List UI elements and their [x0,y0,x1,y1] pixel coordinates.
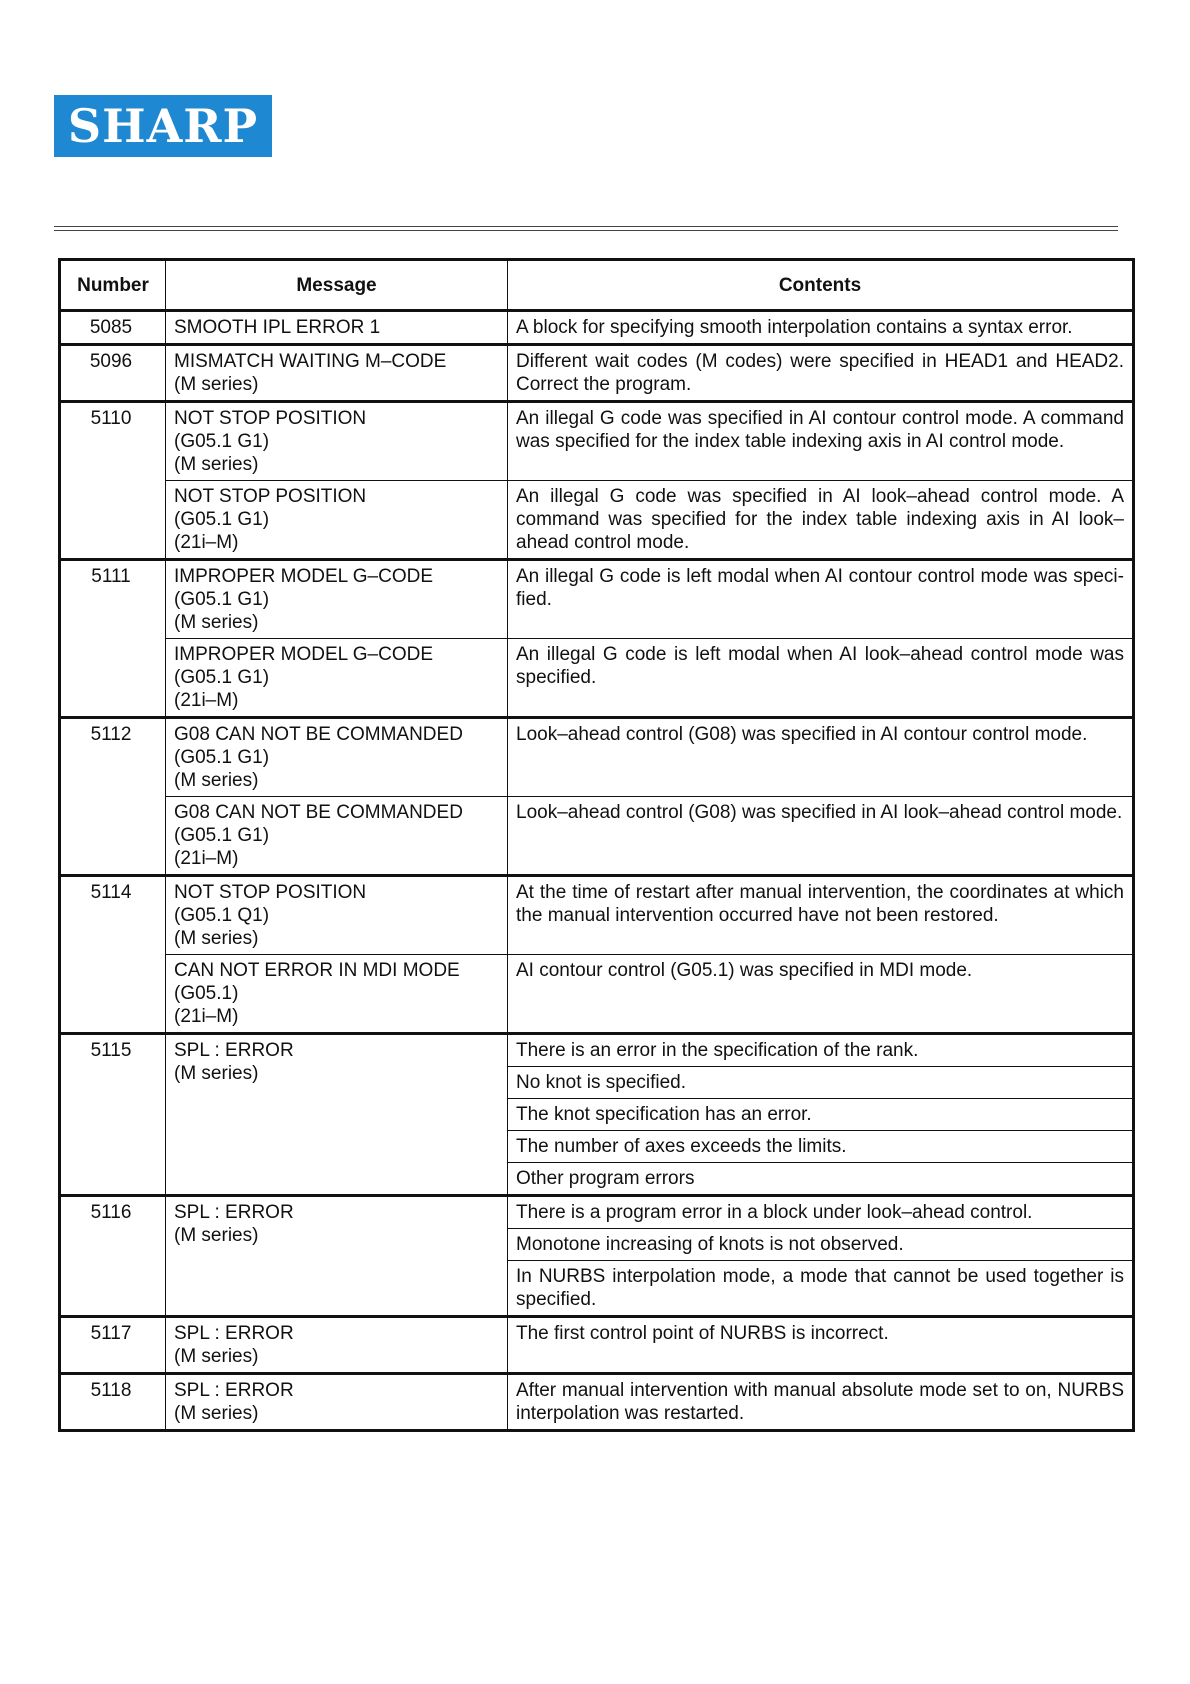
header-number: Number [60,260,166,311]
alarm-code-table [58,258,1135,1432]
error-message [166,402,508,481]
error-contents: Monotone increasing of knots is not observed. [508,1229,1134,1261]
table-row [60,560,1134,639]
message-line: G08 CAN NOT BE COMMANDED [174,724,463,745]
message-line: (G05.1 G1) [174,825,270,846]
table-row [60,797,1134,876]
message-line: NOT STOP POSITION [174,486,367,507]
error-message [166,560,508,639]
error-contents: No knot is specified. [508,1067,1134,1099]
error-contents: Look–ahead control (G08) was specified in AI contour control mode. [508,718,1134,797]
message-line: (M series) [174,1346,259,1367]
header-rule [54,226,1118,227]
error-contents: Other program errors [508,1163,1134,1196]
error-message [166,955,508,1034]
error-contents: After manual intervention with manual absolute mode set to on, NURBS interpolation was restarted. [508,1374,1134,1431]
message-line: IMPROPER MODEL G–CODE [174,644,434,665]
message-line: SMOOTH IPL ERROR 1 [174,317,381,338]
message-line: (21i–M) [174,1006,239,1027]
error-number: 5115 [60,1034,166,1196]
error-number: 5110 [60,402,166,560]
table-row [60,1374,1134,1431]
error-message [166,345,508,402]
error-message [166,311,508,345]
error-contents: Different wait codes (M codes) were specified in HEAD1 and HEAD2. Correct the program. [508,345,1134,402]
error-contents: An illegal G code is left modal when AI contour control mode was speci- fied. [508,560,1134,639]
message-line: IMPROPER MODEL G–CODE [174,566,434,587]
error-contents: In NURBS interpolation mode, a mode that cannot be used together is specified. [508,1261,1134,1317]
message-line: (G05.1 G1) [174,667,270,688]
error-number: 5117 [60,1317,166,1374]
header-message: Message [166,260,508,311]
message-line: (M series) [174,612,259,633]
error-contents: An illegal G code is left modal when AI look–ahead control mode was specified. [508,639,1134,718]
table-row [60,718,1134,797]
error-message [166,1196,508,1317]
error-message [166,718,508,797]
error-message [166,1374,508,1431]
message-line: (M series) [174,1225,259,1246]
message-line: (M series) [174,1063,259,1084]
message-line: (G05.1 Q1) [174,905,270,926]
message-line: (G05.1 G1) [174,431,270,452]
error-message [166,797,508,876]
message-line: (M series) [174,454,259,475]
error-contents: A block for specifying smooth interpolation contains a syntax error. [508,311,1134,345]
table-row [60,402,1134,481]
message-line: (M series) [174,928,259,949]
message-line: CAN NOT ERROR IN MDI MODE [174,960,460,981]
error-number: 5085 [60,311,166,345]
message-line: NOT STOP POSITION [174,408,367,429]
message-line: (G05.1 G1) [174,747,270,768]
error-number: 5116 [60,1196,166,1317]
table-row [60,311,1134,345]
table-header-row [60,260,1134,311]
table-row [60,639,1134,718]
error-contents: There is an error in the specification of the rank. [508,1034,1134,1067]
message-line: NOT STOP POSITION [174,882,367,903]
table-row [60,955,1134,1034]
header-rule-lower [54,230,1118,231]
message-line: (G05.1) [174,983,239,1004]
error-contents: The first control point of NURBS is incorrect. [508,1317,1134,1374]
error-message [166,1317,508,1374]
message-line: (21i–M) [174,532,239,553]
error-contents: Look–ahead control (G08) was specified in AI look–ahead control mode. [508,797,1134,876]
table-row [60,1196,1134,1229]
error-message [166,639,508,718]
message-line: (21i–M) [174,848,239,869]
message-line: (21i–M) [174,690,239,711]
error-contents: AI contour control (G05.1) was specified in MDI mode. [508,955,1134,1034]
error-number: 5118 [60,1374,166,1431]
error-number: 5111 [60,560,166,718]
message-line: (G05.1 G1) [174,509,270,530]
sharp-logo: SHARP [54,95,272,157]
error-contents: An illegal G code was specified in AI contour control mode. A command was specified for the index table indexing axis in AI control mode. [508,402,1134,481]
message-line: G08 CAN NOT BE COMMANDED [174,802,463,823]
error-contents: At the time of restart after manual intervention, the coordinates at which the manual intervention occurred have not been restored. [508,876,1134,955]
message-line: (M series) [174,374,259,395]
error-message [166,876,508,955]
error-number: 5096 [60,345,166,402]
table-row [60,345,1134,402]
error-number: 5112 [60,718,166,876]
message-line: SPL : ERROR [174,1380,294,1401]
error-number: 5114 [60,876,166,1034]
table-row [60,1317,1134,1374]
error-contents: There is a program error in a block under look–ahead control. [508,1196,1134,1229]
header-contents: Contents [508,260,1134,311]
table-row [60,1034,1134,1067]
table-row [60,481,1134,560]
error-contents: The number of axes exceeds the limits. [508,1131,1134,1163]
message-line: (M series) [174,1403,259,1424]
error-message [166,481,508,560]
message-line: SPL : ERROR [174,1040,294,1061]
message-line: (G05.1 G1) [174,589,270,610]
table-row [60,876,1134,955]
error-message [166,1034,508,1196]
message-line: SPL : ERROR [174,1202,294,1223]
message-line: MISMATCH WAITING M–CODE [174,351,447,372]
error-contents: The knot specification has an error. [508,1099,1134,1131]
error-contents: An illegal G code was specified in AI look–ahead control mode. A command was specified for the index table indexing axis in AI look–ahead control mode. [508,481,1134,560]
message-line: SPL : ERROR [174,1323,294,1344]
message-line: (M series) [174,770,259,791]
